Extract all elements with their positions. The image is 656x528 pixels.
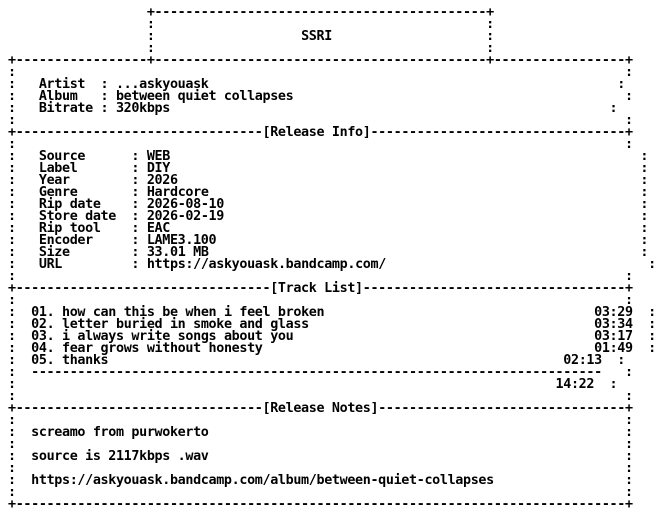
spacer: : : (8, 65, 633, 80)
info-row-rip-date: : Rip date : 2026-08-10 : (8, 197, 649, 212)
info-label: Store date (38, 209, 116, 224)
artist-row: : Artist : ...askyouask : (8, 77, 625, 92)
track-row: : 04. fear grows without honesty 01:49 : (8, 341, 656, 356)
info-label: Encoder (38, 233, 93, 248)
track-time: 03:29 (594, 305, 633, 320)
notes-text: screamo from purwokerto (31, 425, 209, 440)
info-row-year: : Year : 2026 : (8, 173, 649, 188)
info-value: 2026 (146, 173, 178, 188)
track-row: : 01. how can this be when i feel broken 03:29 : (8, 305, 656, 320)
info-row-store-date: : Store date : 2026-02-19 : (8, 209, 649, 224)
bitrate-value: 320kbps (115, 101, 170, 116)
track-number: 01. (31, 305, 55, 320)
track-row: : 03. i always write songs about you 03:17 : (8, 329, 656, 344)
notes-url: https://askyouask.bandcamp.com/album/between-quiet-collapses (31, 473, 494, 488)
notes-text: source is 2117kbps .wav (31, 449, 209, 464)
track-title: i always write songs about you (62, 329, 294, 344)
header-title-line: : SSRI : (8, 29, 494, 44)
info-label: Year (38, 173, 70, 188)
info-label: Rip tool (38, 221, 101, 236)
spacer: : : (8, 461, 633, 476)
header-box-side: : : (8, 17, 494, 32)
info-label: Genre (38, 185, 78, 200)
track-divider: : -------------------------------------------------------------------------- : (8, 365, 633, 380)
total-time: 14:22 (555, 377, 595, 392)
info-url-value: https://askyouask.bandcamp.com/ (146, 257, 386, 272)
spacer: : : (8, 485, 633, 500)
notes-line: : source is 2117kbps .wav : (8, 449, 633, 464)
release-notes-title: [Release Notes] (262, 401, 379, 416)
nfo-document (8, 5, 656, 512)
spacer: : : (8, 137, 633, 152)
track-number: 03. (31, 329, 55, 344)
info-label: URL (38, 257, 62, 272)
track-number: 02. (31, 317, 55, 332)
track-list-title: [Track List] (270, 281, 363, 296)
album-value: between quiet collapses (115, 89, 294, 104)
bitrate-row: : Bitrate : 320kbps : (8, 101, 618, 116)
track-time: 02:13 (563, 353, 602, 368)
info-row-size: : Size : 33.01 MB : (8, 245, 649, 260)
track-row: : 05. thanks 02:13 : (8, 353, 625, 368)
track-number: 04. (31, 341, 55, 356)
info-label: Source (38, 149, 86, 164)
notes-line: : https://askyouask.bandcamp.com/album/between-quiet-collapses : (8, 473, 633, 488)
artist-value: ...askyouask (115, 77, 209, 92)
track-list-header: +---------------------------------[Track List]----------------------------------+ (8, 281, 633, 296)
info-row-encoder: : Encoder : LAME3.100 : (8, 233, 649, 248)
header-box-side: : : (8, 41, 494, 56)
spacer: : : (8, 269, 633, 284)
release-info-title: [Release Info] (262, 125, 371, 140)
info-label: Label (38, 161, 78, 176)
info-value: 33.01 MB (146, 245, 209, 260)
info-row-url: : URL : https://askyouask.bandcamp.com/ : (8, 257, 656, 272)
spacer: : : (8, 389, 633, 404)
info-value: 2026-08-10 (146, 197, 224, 212)
top-border: +-----------------+-------------------------------------------+-----------------+ (8, 53, 633, 68)
track-time: 03:34 (594, 317, 633, 332)
header-box-top: +-------------------------------------------+ (8, 5, 494, 20)
release-notes-header: +--------------------------------[Release Notes]--------------------------------+ (8, 401, 633, 416)
info-row-rip-tool: : Rip tool : EAC : (8, 221, 649, 236)
track-title: letter buried in smoke and glass (62, 317, 309, 332)
info-value: 2026-02-19 (146, 209, 224, 224)
album-row: : Album : between quiet collapses : (8, 89, 633, 104)
info-value: WEB (146, 149, 170, 164)
track-number: 05. (31, 353, 55, 368)
spacer: : : (8, 437, 633, 452)
spacer: : : (8, 413, 633, 428)
bottom-border: +-------------------------------------------------------------------------------+ (8, 497, 633, 512)
info-value: DIY (146, 161, 170, 176)
track-title: thanks (62, 353, 109, 368)
track-row: : 02. letter buried in smoke and glass 03:34 : (8, 317, 656, 332)
track-title: how can this be when i feel broken (62, 305, 325, 320)
info-value: Hardcore (146, 185, 209, 200)
track-title: fear grows without honesty (62, 341, 263, 356)
info-label: Size (38, 245, 70, 260)
info-value: LAME3.100 (146, 233, 217, 248)
info-row-genre: : Genre : Hardcore : (8, 185, 649, 200)
track-time: 03:17 (594, 329, 633, 344)
info-row-label: : Label : DIY : (8, 161, 649, 176)
info-value: EAC (146, 221, 170, 236)
total-row: : 14:22 : (8, 377, 618, 392)
info-label: Rip date (38, 197, 101, 212)
info-row-source: : Source : WEB : (8, 149, 649, 164)
notes-line: : screamo from purwokerto : (8, 425, 633, 440)
spacer: : : (8, 113, 633, 128)
track-time: 01:49 (594, 341, 633, 356)
release-info-header: +--------------------------------[Release Info]---------------------------------+ (8, 125, 633, 140)
spacer: : : (8, 293, 633, 308)
header-title: SSRI (301, 29, 332, 44)
